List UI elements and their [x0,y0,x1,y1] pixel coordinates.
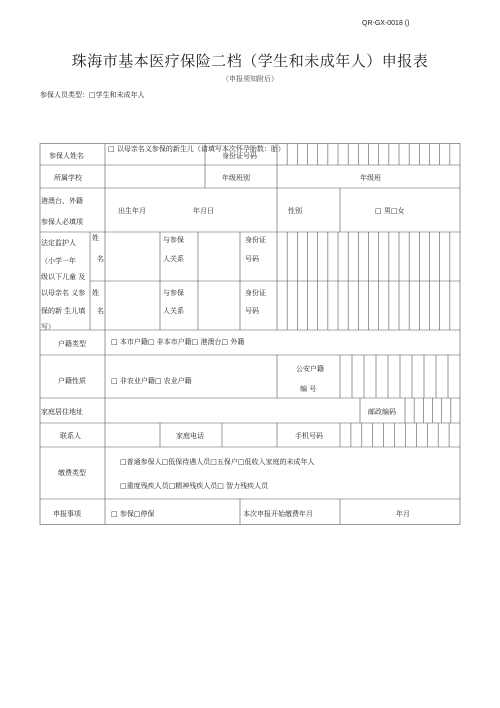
police-number-label-b: 编 号 [300,385,317,393]
guardian-label-line6: 写） [41,323,55,331]
start-month-unit: 年月 [396,510,410,518]
form-title: 珠海市基本医疗保险二档（学生和未成年人）申报表 [71,52,429,70]
guardian1-id-label-b: 号码 [245,255,259,263]
guardian2-name-label-a: 姓 [92,289,99,297]
fee-type-checkbox-line1[interactable]: □普通参保人□低保待遇人员□五保户□低收入家庭的未成年人 [120,458,315,466]
guardian2-id-label-a: 身份证 [245,289,266,297]
birth-date-label: 出生年月 [118,207,146,215]
guardian-label-line3: 级以下儿童 及 [41,273,86,281]
grade-label: 年级班别 [222,174,250,182]
guardian2-relation-label-a: 与参保 [163,289,184,297]
school-label: 所属学校 [54,174,82,182]
insured-name-field[interactable] [106,145,204,164]
fee-type-checkbox-line2[interactable]: □重度残疾人员□精神残疾人员□ 智力残疾人员 [120,482,269,490]
newborn-note-checkbox[interactable]: □ 以母亲名义参保的新生儿（请填写本次怀孕胎数：胎） [108,145,285,153]
form-subtitle: （申报须知附后） [222,75,278,83]
guardian2-name-label-b: 名 [97,307,104,315]
home-phone-label: 家庭电话 [176,432,204,440]
address-label: 家庭居住地址 [41,408,83,416]
guardian-label-line5: 保的新 生儿填 [41,307,86,315]
guardian1-id-label-a: 身份证 [245,236,266,244]
form-code: QR-GX-0018 () [362,20,410,27]
hukou-nature-label: 户籍性质 [58,377,86,385]
foreign-note-line1: 港澳台、外籍 [41,197,83,205]
hukou-nature-checkbox[interactable]: □ 非农业户籍□ 农业户籍 [111,377,192,385]
foreign-note-line2: 参保人必填项 [41,218,83,226]
start-month-label: 本次申报开始缴费年月 [243,510,313,518]
guardian-label-line1: 法定监护人 [41,239,76,247]
guardian1-name-label-b: 名 [97,255,104,263]
guardian1-name-label-a: 姓 [92,234,99,242]
grade-unit: 年级班 [360,174,381,182]
apply-label: 申报事项 [53,510,81,518]
insured-name-label: 参保人姓名 [49,152,84,160]
postcode-label: 邮政编码 [368,408,396,416]
person-type-checkbox[interactable]: 参保人员类型：□学生和未成年人 [40,91,145,99]
guardian1-relation-label-b: 人关系 [163,255,184,263]
hukou-type-label: 户籍类型 [58,340,86,348]
guardian-label-line2: （小学一年 [41,257,76,265]
birth-date-unit: 年月日 [193,207,214,215]
gender-checkbox[interactable]: □ 男□女 [375,207,405,215]
address-field[interactable] [106,399,359,422]
school-field[interactable] [106,166,204,187]
hukou-type-checkbox[interactable]: □ 本市户籍□ 非本市户籍□ 港澳台□ 外籍 [111,338,245,346]
guardian2-relation-label-b: 人关系 [163,307,184,315]
fee-type-label: 缴费类型 [58,469,86,477]
contact-label: 联系人 [60,432,81,440]
apply-checkbox[interactable]: □ 参保□停保 [111,510,155,518]
guardian2-id-label-b: 号码 [245,307,259,315]
id-number-label: 身份证号码 [222,152,257,160]
police-number-label-a: 公安户籍 [296,365,324,373]
guardian1-relation-label-a: 与参保 [163,236,184,244]
mobile-label: 手机号码 [295,432,323,440]
guardian-label-line4: 以母亲名 义参 [41,289,86,297]
gender-label: 性别 [288,207,302,215]
